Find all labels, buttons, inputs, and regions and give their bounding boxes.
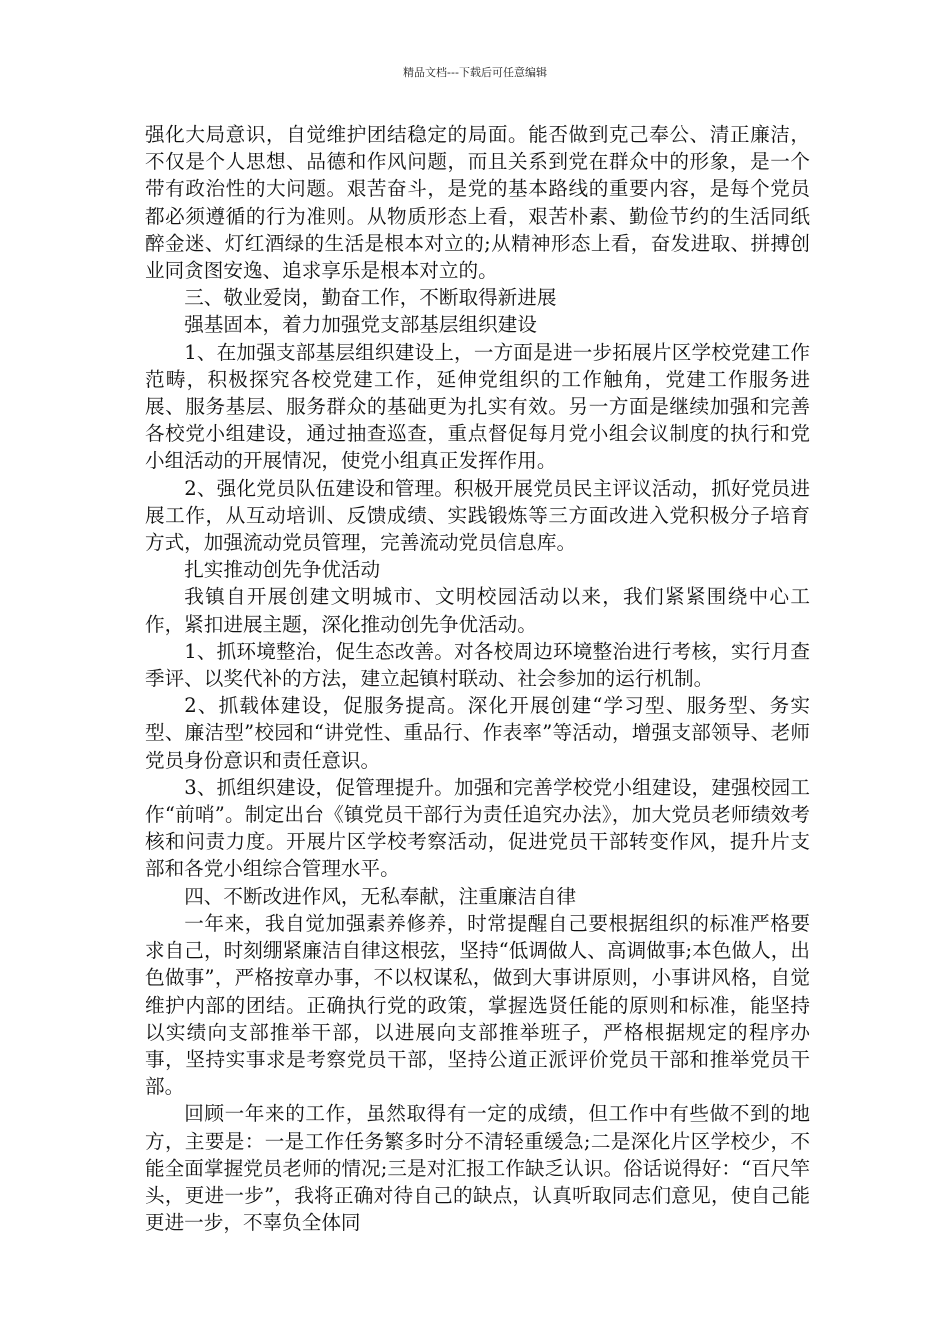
- paragraph: 我镇自开展创建文明城市、文明校园活动以来，我们紧紧围绕中心工作，紧扣进展主题，深化推动创先争优活动。: [145, 585, 810, 636]
- paragraph: 强化大局意识，自觉维护团结稳定的局面。能否做到克己奉公、清正廉洁，不仅是个人思想、品德和作风问题，而且关系到党在群众中的形象，是一个带有政治性的大问题。艰苦奋斗，是党的基本路线的重要内容，是每个党员都必须遵循的行为准则。从物质形态上看，艰苦朴素、勤俭节约的生活同纸醉金迷、灯红酒绿的生活是根本对立的;从精神形态上看，奋发进取、拼搏创业同贪图安逸、追求享乐是根本对立的。: [145, 123, 810, 283]
- subheading: 强基固本，着力加强党支部基层组织建设: [184, 313, 537, 337]
- paragraph: 2、抓载体建设，促服务提高。深化开展创建“学习型、服务型、务实型、廉洁型”校园和“讲党性、重品行、作表率”等活动，增强支部领导、老师党员身份意识和责任意识。: [145, 694, 810, 772]
- paragraph: 3、抓组织建设，促管理提升。加强和完善学校党小组建设，建强校园工作“前哨”。制定出台《镇党员干部行为责任追究办法》，加大党员老师绩效考核和问责力度。开展片区学校考察活动，促进党员干部转变作风，提升片支部和各党小组综合管理水平。: [145, 775, 810, 881]
- paragraph: 1、抓环境整治，促生态改善。对各校周边环境整治进行考核，实行月查季评、以奖代补的方法，建立起镇村联动、社会参加的运行机制。: [145, 639, 810, 691]
- document-body: [145, 121, 810, 1236]
- subheading: 扎实推动创先争优活动: [184, 558, 381, 582]
- paragraph: 一年来，我自觉加强素养修养，时常提醒自己要根据组织的标准严格要求自己，时刻绷紧廉洁自律这根弦，坚持“低调做人、高调做事;本色做人，出色做事”，严格按章办事，不以权谋私，做到大事讲原则，小事讲风格，自觉维护内部的团结。正确执行党的政策，掌握选贤任能的原则和标准，能坚持以实绩向支部推举干部，以进展向支部推举班子，严格根据规定的程序办事，坚持实事求是考察党员干部，坚持公道正派评价党员干部和推举党员干部。: [145, 911, 810, 1099]
- section-heading: 三、敬业爱岗，勤奋工作，不断取得新进展: [184, 286, 557, 310]
- paragraph: 回顾一年来的工作，虽然取得有一定的成绩，但工作中有些做不到的地方，主要是：一是工作任务繁多时分不清轻重缓急;二是深化片区学校少，不能全面掌握党员老师的情况;三是对汇报工作缺乏认识。俗话说得好：“百尺竿头，更进一步”，我将正确对待自己的缺点，认真听取同志们意见，使自己能更进一步，不辜负全体同: [145, 1102, 810, 1235]
- paragraph: 1、在加强支部基层组织建设上，一方面是进一步拓展片区学校党建工作范畴，积极探究各校党建工作，延伸党组织的工作触角，党建工作服务进展、服务基层、服务群众的基础更为扎实有效。另一方面是继续加强和完善各校党小组建设，通过抽查巡查，重点督促每月党小组会议制度的执行和党小组活动的开展情况，使党小组真正发挥作用。: [145, 340, 810, 473]
- page-header: 精品文档---下载后可任意编辑: [403, 66, 547, 79]
- section-heading: 四、不断改进作风，无私奉献，注重廉洁自律: [184, 884, 577, 908]
- paragraph: 2、强化党员队伍建设和管理。积极开展党员民主评议活动，抓好党员进展工作，从互动培训、反馈成绩、实践锻炼等三方面改进入党积极分子培育方式，加强流动党员管理，完善流动党员信息库。: [145, 476, 810, 555]
